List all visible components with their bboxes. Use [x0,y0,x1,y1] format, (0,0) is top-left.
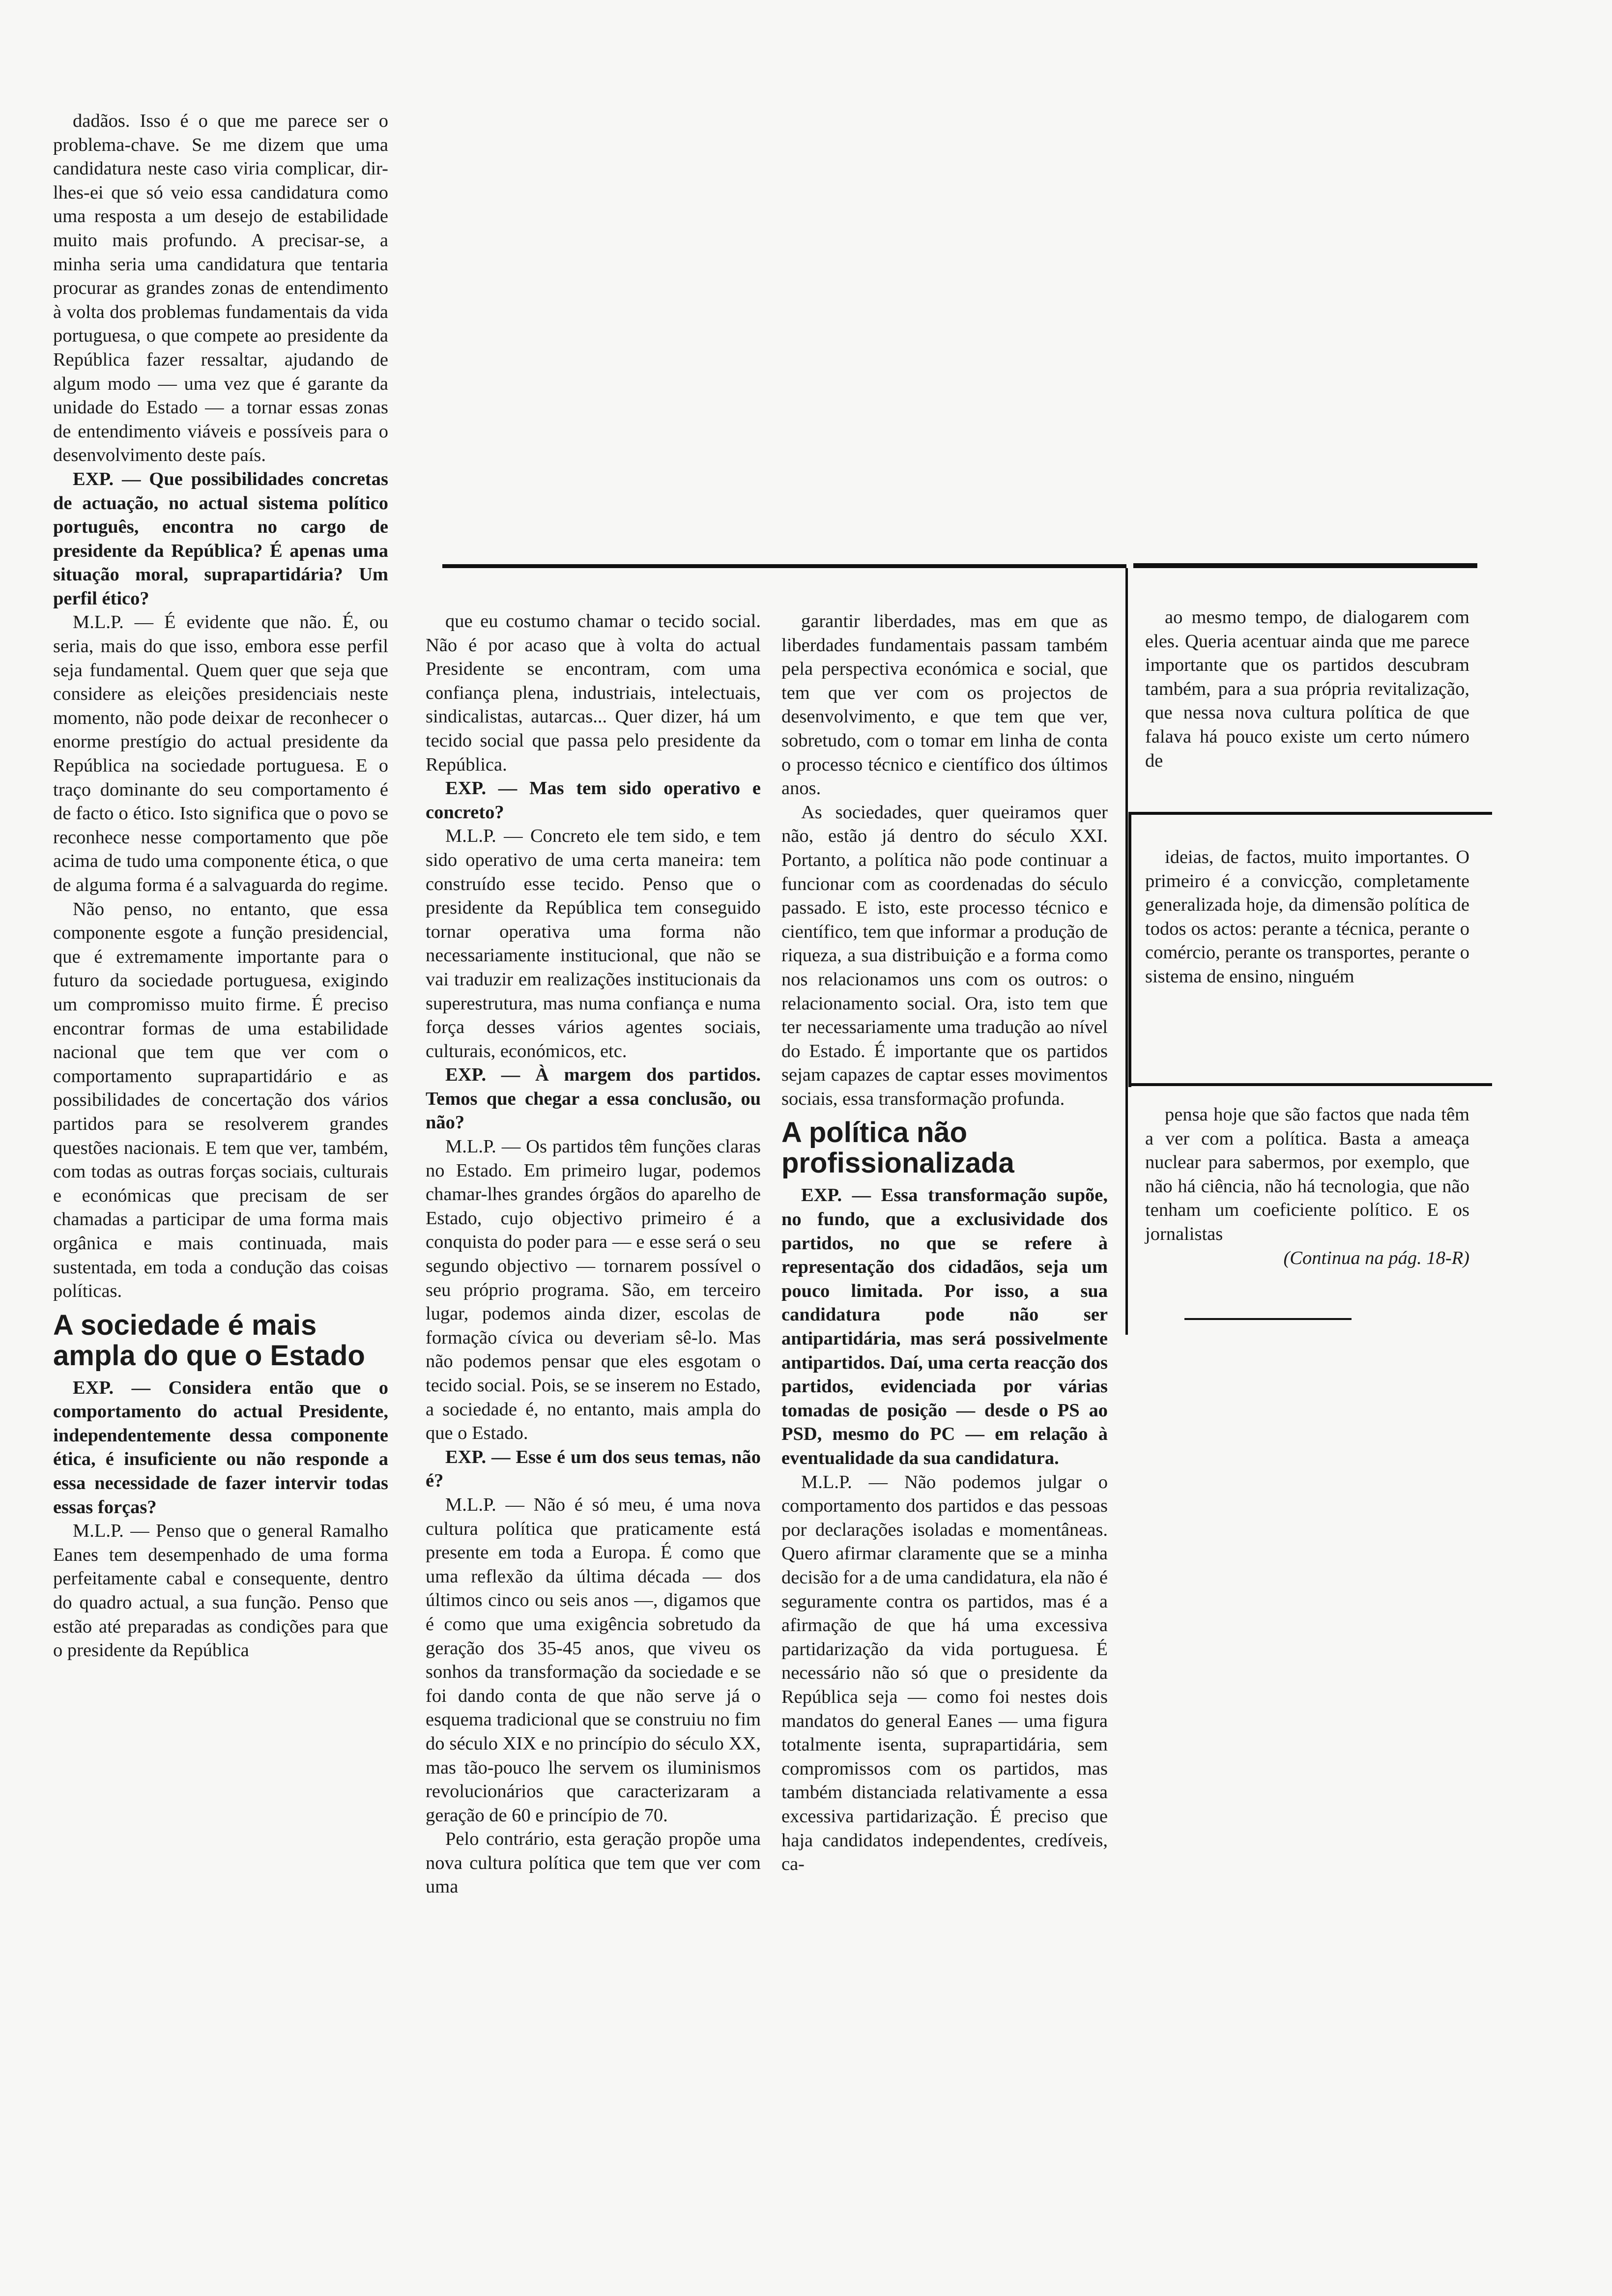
paragraph: Pelo contrário, esta geração propõe uma nova cultura política que tem que ver com uma [426,1829,761,1897]
section-subheading: A sociedade é mais ampla do que o Estado [53,1309,365,1372]
paragraph: M.L.P. — Os partidos têm funções claras no Estado. Em primeiro lugar, podemos chamar-lhes grandes órgãos do aparelho de Estado, cujo objectivo primeiro é a conquista do poder para — e esse será o seu segundo objectivo — tornarem possível o seu próprio programa. São, em terceiro lugar, podemos ainda dizer, escolas de formação cívica ou deveriam sê-lo. Mas não podemos pensar que eles esgotam o tecido social. Pois, se se inserem no Estado, a sociedade é, no entanto, mais ampla do que o Estado. [426,1136,761,1444]
col4-box-bottom [1128,1083,1492,1086]
col4-box-top [1128,812,1492,815]
paragraph: dadãos. Isso é o que me parece ser o problema-chave. Se me dizem que uma candidatura neste caso viria complicar, dir-lhes-ei que só veio essa candidatura como uma resposta a um desejo de estabilidade muito mais profundo. A precisar-se, a minha seria uma candidatura que tentaria procurar as grandes zonas de entendimento à volta dos problemas fundamentais da vida portuguesa, o que compete ao presidente da República fazer ressaltar, ajudando de algum modo — uma vez que é garante da unidade do Estado — a tornar essas zonas de entendimento viáveis e possíveis para o desenvolvimento deste país. [53,111,388,466]
col3-col4-divider [1125,568,1128,1335]
col4-end-rule [1184,1318,1352,1320]
paragraph: que eu costumo chamar o tecido social. Não é por acaso que à volta do actual Presidente se encontram, com uma confiança plena, industriais, intelectuais, sindicalistas, autarcas... Quer dizer, há um tecido social que passa pelo presidente da República. [426,611,761,775]
interview-question: EXP. — Considera então que o comportamento do actual Presidente, independentemente dessa componente ética, é insuficiente ou não responde a essa necessidade de fazer intervir todas essas forças? [53,1377,388,1518]
col4-box-left [1128,812,1131,1087]
paragraph: ao mesmo tempo, de dialogarem com eles. Queria acentuar ainda que me parece importante que os partidos descubram também, para a sua própria revitalização, que nessa nova cultura política de que falava há pouco existe um certo número de [1145,607,1469,771]
column-2 [426,609,761,1899]
interview-question: EXP. — Esse é um dos seus temas, não é? [426,1446,761,1492]
interview-question: EXP. — Mas tem sido operativo e concreto? [426,778,761,823]
column-4-block-3 [1145,1103,1469,1270]
paragraph: garantir liberdades, mas em que as liberdades fundamentais passam também pela perspectiva económica e social, que tem que ver com os projectos de desenvolvimento, e que tem que ver, sobretudo, com o tomar em linha de conta o processo técnico e científico dos últimos anos. [781,611,1108,799]
top-rule-center [442,564,1126,568]
column-4-block-2 [1145,845,1469,989]
column-3 [781,609,1108,1876]
paragraph: M.L.P. — Concreto ele tem sido, e tem sido operativo de uma certa maneira: tem construído esse tecido. Penso que o presidente da República tem conseguido tornar operativa uma forma não necessariamente institucional, que não se vai traduzir em realizações institucionais da superestrutura, mas numa confiança e numa força desses vários agentes sociais, culturais, económicos, etc. [426,826,761,1062]
section-subheading: A política não profissionalizada [781,1117,1014,1179]
paragraph: pensa hoje que são factos que nada têm a ver com a política. Basta a ameaça nuclear para sabermos, por exemplo, que não há ciência, não há tecnologia, que não tenham um coeficiente político. E os jornalistas [1145,1104,1469,1244]
paragraph: Não penso, no entanto, que essa componente esgote a função presidencial, que é extremamente importante para o futuro da sociedade portuguesa, exigindo um compromisso muito firme. É preciso encontrar formas de uma estabilidade nacional que tem que ver com o comportamento suprapartidário e as possibilidades de concertação dos vários partidos para se resolverem grandes questões nacionais. E tem que ver, também, com todas as outras forças sociais, culturais e económicas que precisam de ser chamadas a participar de uma forma mais orgânica e mais continuada, mais sustentada, em toda a condução das coisas políticas. [53,898,388,1302]
continuation-note: (Continua na pág. 18-R) [1283,1247,1469,1268]
interview-question: EXP. — Que possibilidades concretas de actuação, no actual sistema político português, encontra no cargo de presidente da República? É apenas uma situação moral, suprapartidária? Um perfil ético? [53,468,388,609]
paragraph: ideias, de factos, muito importantes. O primeiro é a convicção, completamente generalizada hoje, da dimensão política de todos os actos: perante a técnica, perante o comércio, perante os transportes, perante o sistema de ensino, ninguém [1145,847,1469,987]
paragraph: M.L.P. — Não podemos julgar o comportamento dos partidos e das pessoas por declarações isoladas e momentâneas. Quero afirmar claramente que se a minha decisão for a de uma candidatura, ela não é seguramente contra os partidos, mas é a afirmação de que há uma excessiva partidarização da vida portuguesa. É necessário não só que o presidente da República seja — como foi nestes dois mandatos do general Eanes — uma figura totalmente isenta, suprapartidária, sem compromissos com os partidos, mas também distanciada relativamente a essa excessiva partidarização. É preciso que haja candidatos independentes, credíveis, ca- [781,1471,1108,1875]
paragraph: M.L.P. — É evidente que não. É, ou seria, mais do que isso, embora esse perfil seja fundamental. Quem quer que seja que considere as eleições presidenciais neste momento, não pode deixar de reconhecer o enorme prestígio do actual presidente da República na sociedade portuguesa. E o traço dominante do seu comportamento é de facto o ético. Isto significa que o povo se reconhece nesse comportamento que põe acima de tudo uma componente ética, o que de alguma forma é a salvaguarda do regime. [53,612,389,895]
column-1 [53,109,388,1663]
paragraph: As sociedades, quer queiramos quer não, estão já dentro do século XXI. Portanto, a política não pode continuar a funcionar com as coordenadas do século passado. E isto, este processo técnico e científico, tem que informar a produção de riqueza, a sua distribuição e a forma como nos relacionamos uns com os outros: o relacionamento social. Ora, isto tem que ter necessariamente uma tradução ao nível do Estado. É importante que os partidos sejam capazes de captar esses movimentos sociais, essa transformação profunda. [781,802,1108,1109]
interview-question: EXP. — Essa transformação supõe, no fundo, que a exclusividade dos partidos, no que se refere à representação dos cidadãos, seja um pouco limitada. Por isso, a sua candidatura pode não ser antipartidária, mas será possivelmente antipartidos. Daí, uma certa reacção dos partidos, evidenciada por várias tomadas de posição — desde o PS ao PSD, mesmo do PC — em relação à eventualidade da sua candidatura. [781,1185,1108,1468]
paragraph: M.L.P. — Não é só meu, é uma nova cultura política que praticamente está presente em toda a Europa. É como que uma reflexão da última década — dos últimos cinco ou seis anos —, digamos que é como que uma exigência sobretudo da geração dos 35-45 anos, que viveu os sonhos da transformação da sociedade e se foi dando conta de que não serve já o esquema tradicional que se construiu no fim do século XIX e no princípio do século XX, mas tão-pouco lhe servem os iluminismos revolucionários que caracterizaram a geração de 60 e princípio de 70. [426,1494,761,1826]
interview-question: EXP. — À margem dos partidos. Temos que chegar a essa conclusão, ou não? [426,1064,761,1133]
top-rule-right [1133,563,1477,568]
column-4-block-1 [1145,605,1469,773]
paragraph: M.L.P. — Penso que o general Ramalho Eanes tem desempenhado de uma forma perfeitamente cabal e consequente, dentro do quadro actual, a sua função. Penso que estão até preparadas as condições para que o presidente da República [53,1521,388,1661]
